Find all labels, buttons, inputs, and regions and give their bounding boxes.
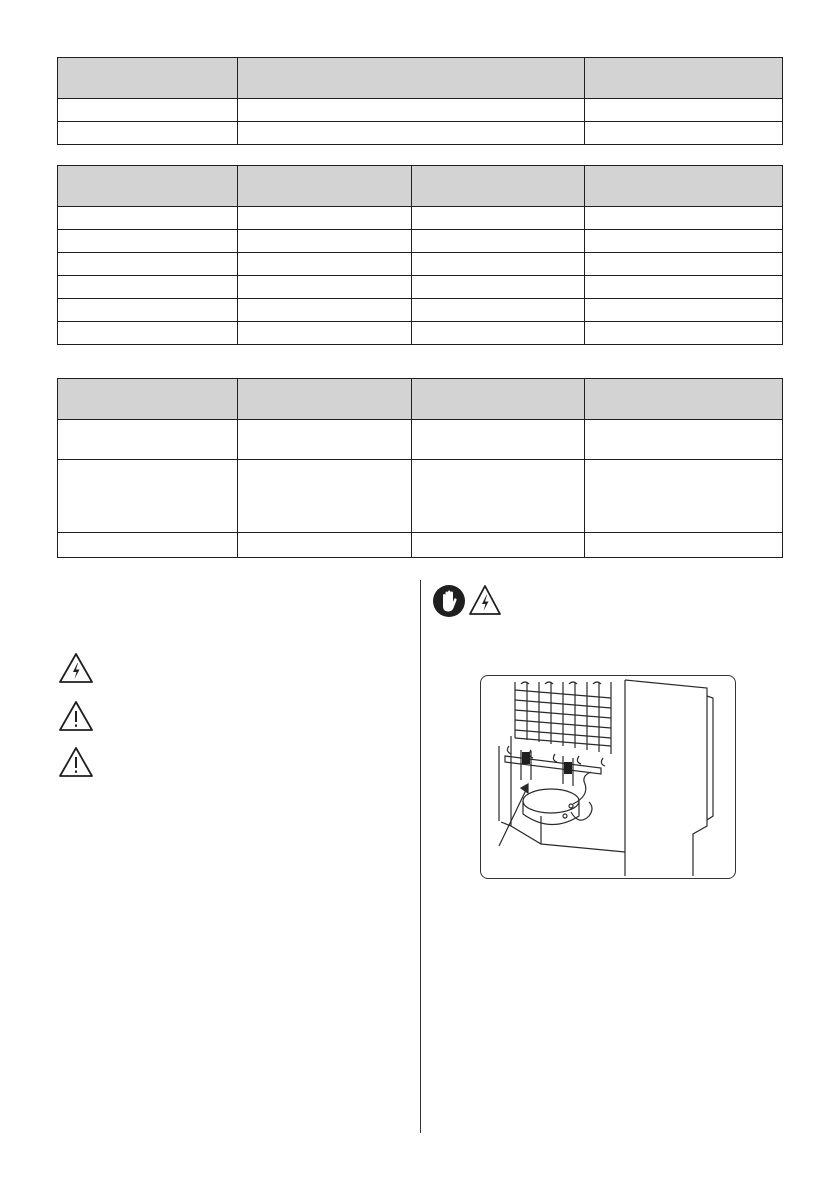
spec-table-1 bbox=[57, 57, 783, 145]
electric-shock-warning-icon bbox=[468, 584, 502, 616]
table-cell bbox=[412, 322, 585, 345]
table-cell bbox=[238, 299, 412, 322]
table-cell bbox=[58, 99, 238, 122]
header-cell bbox=[412, 166, 585, 207]
table-cell bbox=[585, 99, 783, 122]
table-cell bbox=[412, 230, 585, 253]
table-cell bbox=[585, 230, 783, 253]
table-cell bbox=[238, 322, 412, 345]
spec-table-2 bbox=[57, 165, 783, 345]
header-cell bbox=[58, 58, 238, 99]
header-cell bbox=[585, 58, 783, 99]
table-cell bbox=[238, 533, 412, 558]
table-cell bbox=[585, 299, 783, 322]
spec-table-3 bbox=[57, 378, 783, 558]
refrigerator-compressor-illustration bbox=[480, 675, 736, 879]
caution-warning-icon bbox=[58, 746, 94, 778]
table-cell bbox=[585, 276, 783, 299]
table-cell bbox=[585, 322, 783, 345]
table-row bbox=[58, 322, 783, 345]
table-row bbox=[58, 420, 783, 460]
table-row bbox=[58, 276, 783, 299]
column-divider bbox=[420, 580, 421, 1133]
table-cell bbox=[412, 207, 585, 230]
header-cell bbox=[238, 166, 412, 207]
table-cell bbox=[58, 460, 238, 533]
table-row bbox=[58, 533, 783, 558]
table-row bbox=[58, 230, 783, 253]
table-cell bbox=[412, 276, 585, 299]
hand-stop-icon bbox=[432, 584, 466, 618]
table-cell bbox=[585, 253, 783, 276]
table-cell bbox=[58, 322, 238, 345]
table-cell bbox=[58, 533, 238, 558]
table-cell bbox=[238, 207, 412, 230]
table-header-row bbox=[58, 58, 783, 99]
table-cell bbox=[58, 299, 238, 322]
table-cell bbox=[412, 420, 585, 460]
table-row bbox=[58, 460, 783, 533]
table-cell bbox=[238, 276, 412, 299]
electric-shock-warning-icon bbox=[58, 652, 94, 684]
header-cell bbox=[238, 58, 585, 99]
table-cell bbox=[238, 420, 412, 460]
header-cell bbox=[58, 379, 238, 420]
table-header-row bbox=[58, 166, 783, 207]
table-cell bbox=[412, 533, 585, 558]
table-cell bbox=[58, 122, 238, 145]
table-cell bbox=[585, 420, 783, 460]
table-row bbox=[58, 99, 783, 122]
table-cell bbox=[585, 533, 783, 558]
table-row bbox=[58, 299, 783, 322]
table-row bbox=[58, 207, 783, 230]
table-cell bbox=[238, 99, 585, 122]
table-cell bbox=[238, 460, 412, 533]
table-cell bbox=[58, 276, 238, 299]
table-cell bbox=[58, 230, 238, 253]
table-cell bbox=[58, 420, 238, 460]
table-cell bbox=[412, 460, 585, 533]
header-cell bbox=[412, 379, 585, 420]
table-cell bbox=[238, 122, 585, 145]
table-cell bbox=[585, 207, 783, 230]
table-cell bbox=[585, 460, 783, 533]
header-cell bbox=[585, 379, 783, 420]
table-cell bbox=[238, 230, 412, 253]
table-cell bbox=[412, 253, 585, 276]
table-cell bbox=[585, 122, 783, 145]
table-header-row bbox=[58, 379, 783, 420]
table-cell bbox=[412, 299, 585, 322]
table-cell bbox=[58, 207, 238, 230]
header-cell bbox=[58, 166, 238, 207]
header-cell bbox=[585, 166, 783, 207]
table-row bbox=[58, 253, 783, 276]
caution-warning-icon bbox=[58, 700, 94, 732]
table-row bbox=[58, 122, 783, 145]
header-cell bbox=[238, 379, 412, 420]
table-cell bbox=[238, 253, 412, 276]
table-cell bbox=[58, 253, 238, 276]
